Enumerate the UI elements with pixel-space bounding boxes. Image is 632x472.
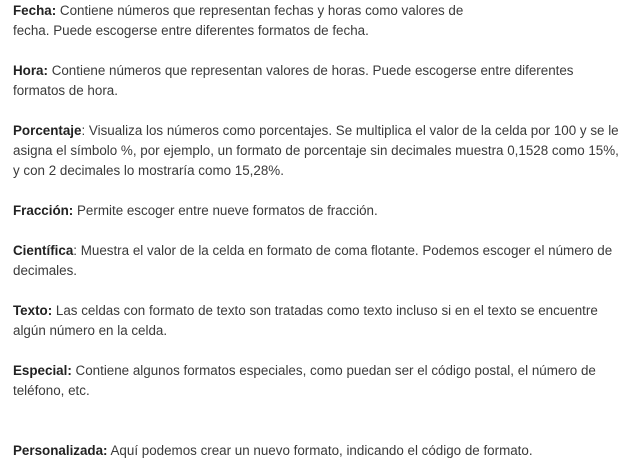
- paragraph-hora: [13, 61, 623, 101]
- term-fraccion: Fracción:: [13, 203, 74, 218]
- term-texto: Texto:: [13, 303, 53, 318]
- description-fraccion: Permite escoger entre nueve formatos de fracción.: [73, 203, 378, 218]
- description-personalizada: Aquí podemos crear un nuevo formato, indicando el código de formato.: [107, 443, 533, 458]
- term-cientifica: Científica: [13, 243, 74, 258]
- description-texto: Las celdas con formato de texto son tratadas como texto incluso si en el texto se encuentre algún número en la celda.: [13, 303, 598, 338]
- paragraph-cientifica: [13, 241, 623, 281]
- term-personalizada: Personalizada:: [13, 443, 108, 458]
- description-porcentaje: : Visualiza los números como porcentajes. Se multiplica el valor de la celda por 100 y se le asigna el símbolo %, por ejemplo, un formato de porcentaje sin decimales muestra 0,1528 como 15%, y con 2 decimales lo mostraría como 15,28%.: [13, 123, 619, 178]
- term-especial: Especial:: [13, 363, 72, 378]
- paragraph-porcentaje: [13, 121, 623, 181]
- description-cientifica: : Muestra el valor de la celda en formato de coma flotante. Podemos escoger el número de decimales.: [13, 243, 613, 278]
- description-fecha: Contiene números que representan fechas y horas como valores de fecha. Puede escogerse entre diferentes formatos de fecha.: [13, 3, 464, 38]
- term-hora: Hora:: [13, 63, 48, 78]
- paragraph-texto: [13, 301, 623, 341]
- paragraph-especial: [13, 361, 623, 401]
- description-hora: Contiene números que representan valores de horas. Puede escogerse entre diferentes formatos de hora.: [13, 63, 574, 98]
- paragraph-personalizada: [13, 441, 623, 461]
- term-fecha: Fecha:: [13, 3, 57, 18]
- description-especial: Contiene algunos formatos especiales, como puedan ser el código postal, el número de teléfono, etc.: [13, 363, 596, 398]
- paragraph-fraccion: [13, 201, 623, 221]
- paragraph-fecha: [13, 1, 483, 41]
- term-porcentaje: Porcentaje: [13, 123, 82, 138]
